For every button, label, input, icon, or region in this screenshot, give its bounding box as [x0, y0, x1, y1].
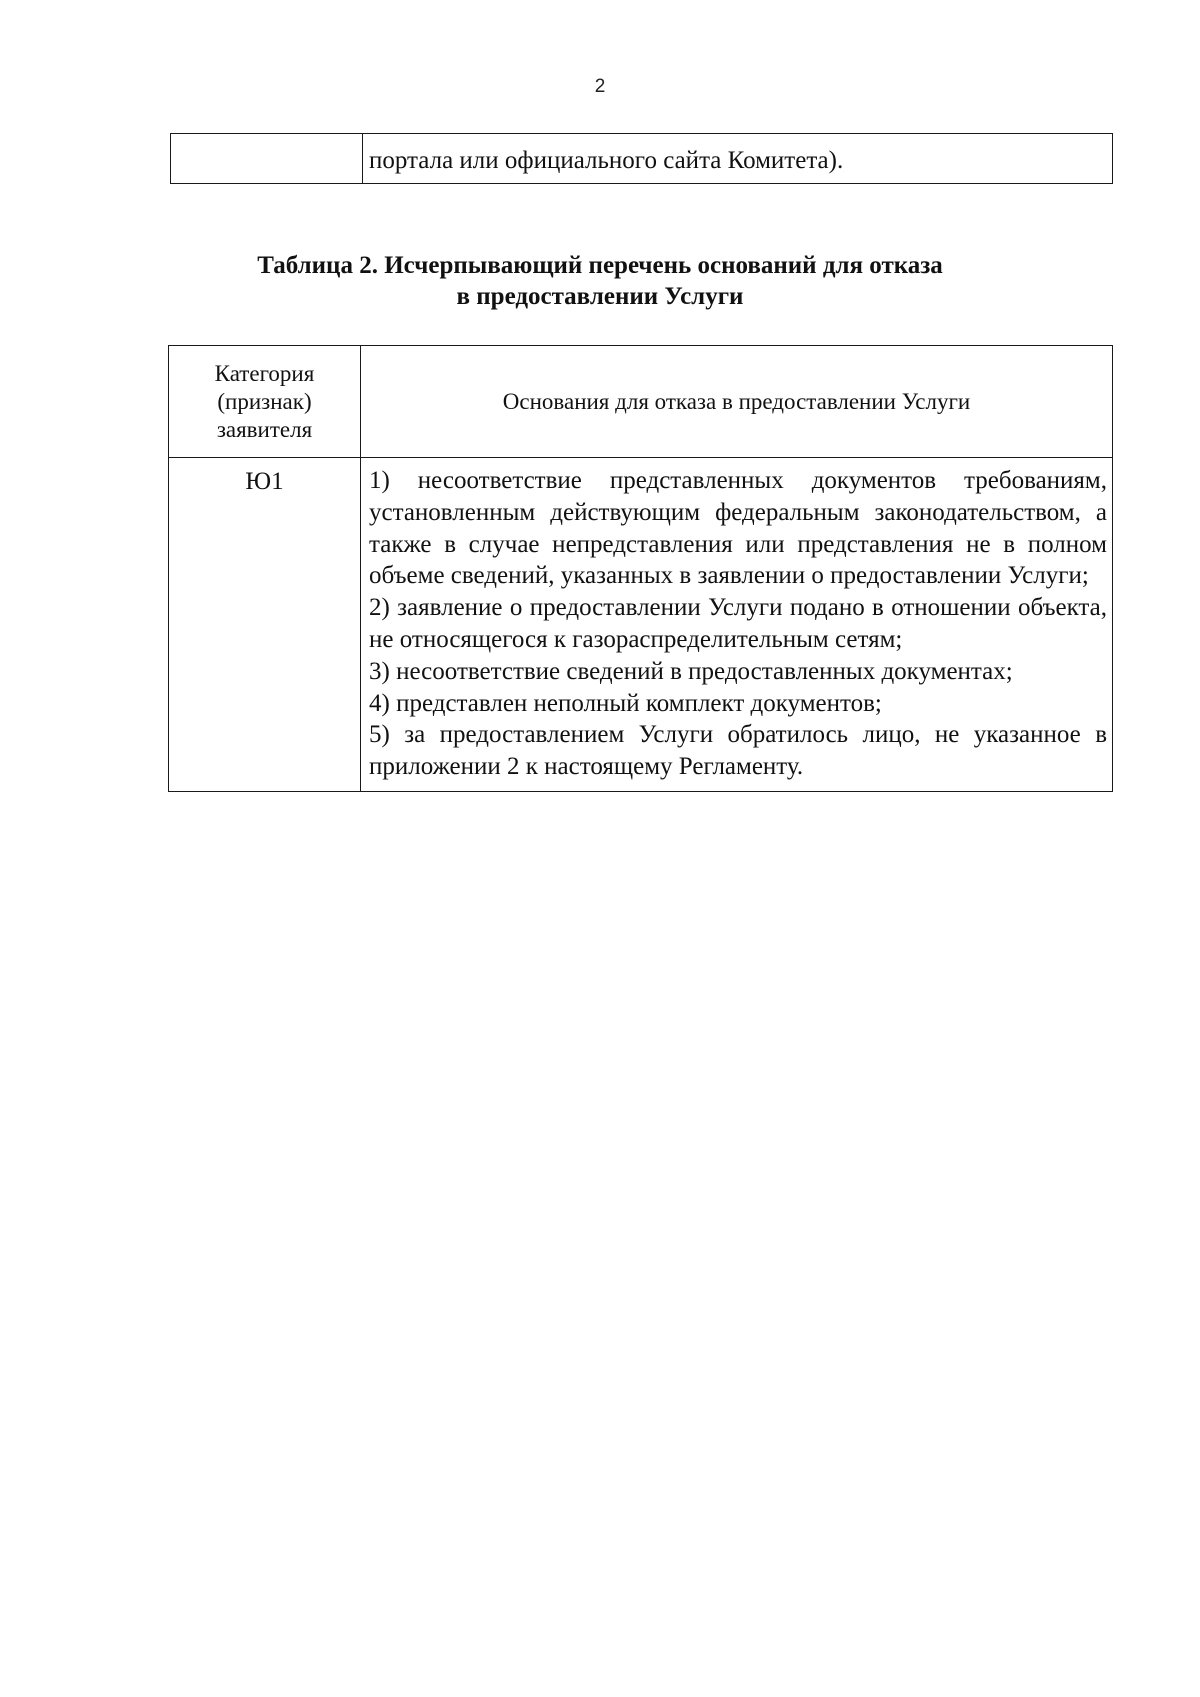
- header-reasons: Основания для отказа в предоставлении Услуги: [361, 346, 1113, 458]
- reason-item: 3) несоответствие сведений в предоставленных документах;: [369, 657, 1013, 685]
- refusal-grounds-table: [168, 345, 1113, 792]
- reason-item: 1) несоответствие представленных документов требованиям, установленным действующим федеральным законодательством, а также в случае непредставления или представления не в полном объеме сведений, указанных в заявлении о предоставлении Услуги;: [369, 467, 1107, 590]
- continuation-right-cell: портала или официального сайта Комитета).: [363, 134, 1113, 184]
- table-header-row: [169, 346, 1113, 458]
- table-row: [171, 134, 1113, 184]
- table-title-line-2: в предоставлении Услуги: [456, 283, 744, 310]
- table-row: [169, 458, 1113, 792]
- reasons-cell: [361, 458, 1113, 792]
- page-number: 2: [594, 76, 606, 97]
- reason-item: 2) заявление о предоставлении Услуги подано в отношении объекта, не относящегося к газораспределительным сетям;: [369, 594, 1107, 653]
- category-cell: Ю1: [169, 458, 361, 792]
- continuation-table: [170, 133, 1113, 184]
- reason-item: 4) представлен неполный комплект документов;: [369, 689, 882, 717]
- table-title: [0, 250, 1200, 312]
- table-title-line-1: Таблица 2. Исчерпывающий перечень оснований для отказа: [257, 252, 943, 279]
- continuation-left-cell: [171, 134, 363, 184]
- reason-item: 5) за предоставлением Услуги обратилось лицо, не указанное в приложении 2 к настоящему Регламенту.: [369, 721, 1107, 781]
- header-category: Категория (признак) заявителя: [169, 346, 361, 458]
